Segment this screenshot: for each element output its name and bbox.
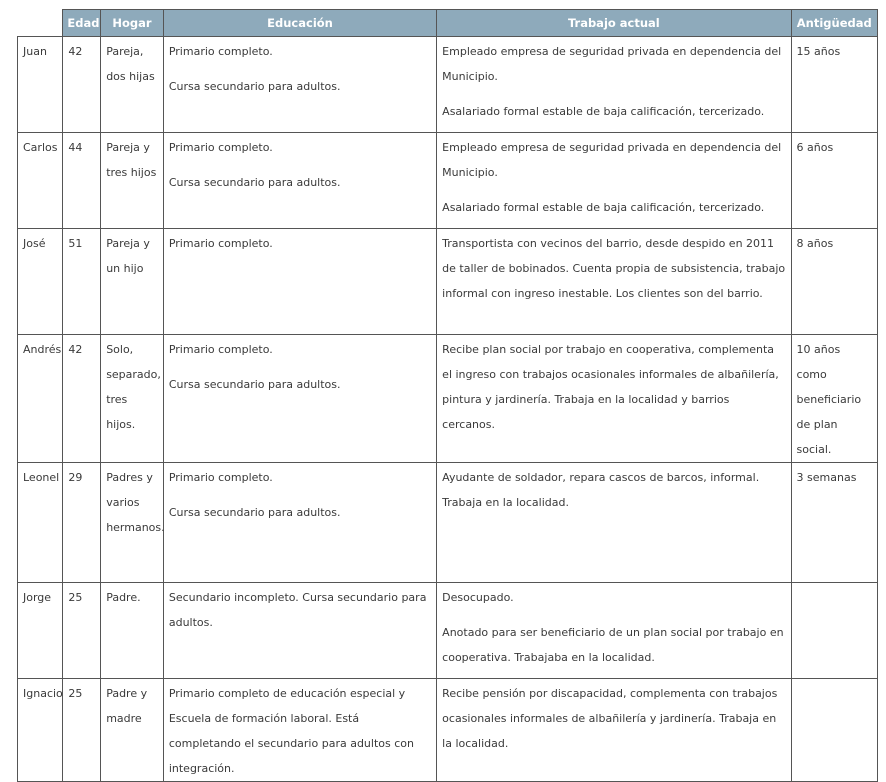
cell-hogar: Pareja y un hijo <box>101 229 164 335</box>
cell-nombre: José <box>18 229 63 335</box>
table-row <box>18 37 878 133</box>
cell-educacion <box>163 37 436 133</box>
cell-nombre: Jorge <box>18 583 63 679</box>
cell-educacion <box>163 335 436 463</box>
cell-educacion <box>163 229 436 335</box>
data-table <box>17 9 878 782</box>
cell-educacion-paragraph: Cursa secundario para adultos. <box>168 80 341 93</box>
cell-educacion-paragraph: Cursa secundario para adultos. <box>168 378 341 391</box>
header-edad: Edad <box>63 10 101 37</box>
cell-antiguedad: 3 semanas <box>791 463 877 583</box>
table-row <box>18 335 878 463</box>
table-row <box>18 463 878 583</box>
cell-educacion-paragraph: Secundario incompleto. Cursa secundario para adultos. <box>168 591 427 629</box>
cell-educacion <box>163 679 436 782</box>
header-row <box>18 10 878 37</box>
cell-trabajo-paragraph: Transportista con vecinos del barrio, desde despido en 2011 de taller de bobinados. Cuenta propia de subsistencia, trabajo informal con ingreso inestable. Los clientes son del barrio. <box>442 237 786 300</box>
cell-educacion-paragraph: Primario completo. <box>168 343 273 356</box>
cell-trabajo-paragraph: Desocupado. <box>442 591 514 604</box>
cell-edad: 42 <box>63 335 101 463</box>
cell-hogar: Pareja y tres hijos <box>101 133 164 229</box>
cell-nombre: Andrés <box>18 335 63 463</box>
cell-antiguedad: 8 años <box>791 229 877 335</box>
cell-trabajo-paragraph: Empleado empresa de seguridad privada en dependencia del Municipio. <box>442 141 782 179</box>
cell-edad: 42 <box>63 37 101 133</box>
table-row <box>18 679 878 782</box>
cell-trabajo <box>437 463 791 583</box>
cell-edad: 25 <box>63 679 101 782</box>
cell-trabajo <box>437 335 791 463</box>
cell-antiguedad: 15 años <box>791 37 877 133</box>
cell-antiguedad: 6 años <box>791 133 877 229</box>
cell-edad: 29 <box>63 463 101 583</box>
cell-trabajo-paragraph: Recibe plan social por trabajo en cooperativa, complementa el ingreso con trabajos ocasionales informales de albañilería, pintura y jardinería. Trabaja en la localidad y barrios cercanos. <box>442 343 779 431</box>
cell-hogar: Padre. <box>101 583 164 679</box>
cell-trabajo <box>437 229 791 335</box>
cell-trabajo-paragraph: Recibe pensión por discapacidad, complementa con trabajos ocasionales informales de albañilería y jardinería. Trabaja en la localidad. <box>442 687 778 750</box>
cell-trabajo-paragraph: Empleado empresa de seguridad privada en dependencia del Municipio. <box>442 45 782 83</box>
header-blank <box>18 10 63 37</box>
table-row <box>18 229 878 335</box>
cell-hogar: Padre y madre <box>101 679 164 782</box>
cell-antiguedad <box>791 583 877 679</box>
cell-nombre: Ignacio <box>18 679 63 782</box>
cell-educacion <box>163 133 436 229</box>
cell-antiguedad <box>791 679 877 782</box>
cell-hogar: Padres y varios hermanos. <box>101 463 164 583</box>
cell-trabajo-paragraph: Ayudante de soldador, repara cascos de barcos, informal. Trabaja en la localidad. <box>442 471 760 509</box>
cell-nombre: Carlos <box>18 133 63 229</box>
cell-hogar: Solo, separado, tres hijos. <box>101 335 164 463</box>
cell-trabajo <box>437 133 791 229</box>
cell-educacion <box>163 583 436 679</box>
cell-educacion-paragraph: Cursa secundario para adultos. <box>168 506 341 519</box>
table-body <box>18 37 878 782</box>
cell-trabajo <box>437 679 791 782</box>
cell-trabajo-paragraph: Anotado para ser beneficiario de un plan social por trabajo en cooperativa. Trabajaba en la localidad. <box>442 626 784 664</box>
cell-trabajo <box>437 583 791 679</box>
cell-trabajo-paragraph: Asalariado formal estable de baja calificación, tercerizado. <box>442 105 765 118</box>
cell-edad: 51 <box>63 229 101 335</box>
table-row <box>18 133 878 229</box>
cell-educacion <box>163 463 436 583</box>
header-antiguedad: Antigüedad <box>791 10 877 37</box>
cell-nombre: Leonel <box>18 463 63 583</box>
cell-hogar: Pareja, dos hijas <box>101 37 164 133</box>
table-row <box>18 583 878 679</box>
header-trabajo: Trabajo actual <box>437 10 791 37</box>
cell-educacion-paragraph: Primario completo. <box>168 237 273 250</box>
cell-educacion-paragraph: Primario completo. <box>168 471 273 484</box>
header-hogar: Hogar <box>101 10 164 37</box>
cell-trabajo <box>437 37 791 133</box>
header-educacion: Educación <box>163 10 436 37</box>
cell-educacion-paragraph: Primario completo de educación especial y Escuela de formación laboral. Está completando el secundario para adultos con integración. <box>168 687 414 775</box>
cell-educacion-paragraph: Cursa secundario para adultos. <box>168 176 341 189</box>
cell-antiguedad: 10 años como beneficiario de plan social. <box>791 335 877 463</box>
cell-educacion-paragraph: Primario completo. <box>168 141 273 154</box>
cell-nombre: Juan <box>18 37 63 133</box>
cell-trabajo-paragraph: Asalariado formal estable de baja calificación, tercerizado. <box>442 201 765 214</box>
cell-edad: 44 <box>63 133 101 229</box>
cell-edad: 25 <box>63 583 101 679</box>
cell-educacion-paragraph: Primario completo. <box>168 45 273 58</box>
